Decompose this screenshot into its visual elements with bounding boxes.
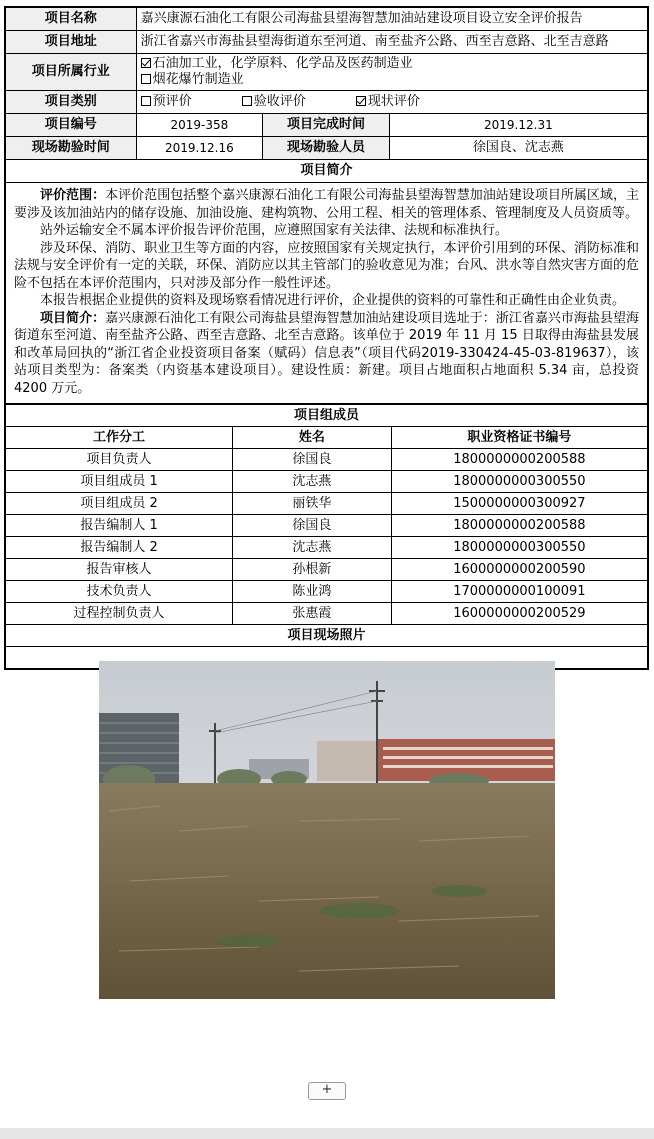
photo-cell	[6, 647, 648, 669]
report-document	[4, 6, 649, 670]
members-table	[5, 404, 648, 669]
checkbox-checked-icon[interactable]	[141, 58, 151, 68]
project-address-value: 浙江省嘉兴市海盐县望海街道东至河道、南至盐齐公路、西至吉意路、北至吉意路	[136, 31, 647, 54]
info-table	[5, 7, 648, 404]
table-row: 技术负责人 陈业鸿 1700000000100091	[6, 581, 648, 603]
category-option-acceptance[interactable]: 验收评价	[242, 94, 306, 110]
surveyor-label: 现场勘验人员	[263, 137, 390, 160]
table-row: 报告编制人 2 沈志燕 1800000000300550	[6, 537, 648, 559]
surveyor-value: 徐国良、沈志燕	[389, 137, 647, 160]
industry-option-petroleum[interactable]: 石油加工业，化学原料、化学品及医药制造业	[141, 56, 643, 72]
project-name-label: 项目名称	[6, 8, 137, 31]
bottom-scrollbar[interactable]	[0, 1128, 654, 1139]
project-industry-options	[136, 54, 647, 91]
table-row: 报告审核人 孙根新 1600000000200590	[6, 559, 648, 581]
table-row: 项目负责人 徐国良 1800000000200588	[6, 449, 648, 471]
project-complete-label: 项目完成时间	[263, 114, 390, 137]
table-row: 过程控制负责人 张惠霞 1600000000200529	[6, 603, 648, 625]
summary-paragraph: 项目简介：嘉兴康源石油化工有限公司海盐县望海智慧加油站建设项目选址于：浙江省嘉兴市海盐县望海街道东至河道、南至盐齐公路、西至吉意路、北至吉意路。该单位于 2019 年 11 月 15 日取得由海盐县发展和改革局回执的“浙江省企业投资项目备案（赋码）信息表”（项目代码2019-330424-45-03-819637），该站项目类型为：备案类（内资基本建设项目）。建设性质：新建。项目占地面积占地面积 5.34 亩，总投资 4200 万元。	[14, 310, 639, 396]
summary-label: 项目简介：	[40, 310, 106, 326]
reliability-paragraph: 本报告根据企业提供的资料及现场察看情况进行评价，企业提供的资料的可靠性和正确性由企业负责。	[40, 293, 626, 308]
industry-option-fireworks[interactable]: 烟花爆竹制造业	[141, 72, 643, 88]
survey-time-label: 现场勘验时间	[6, 137, 137, 160]
scope-paragraph: 评价范围：本评价范围包括整个嘉兴康源石油化工有限公司海盐县望海智慧加油站建设项目所属区域，主要涉及该加油站内的储存设施、加油设施、建构筑物、公用工程、相关的管理体系、管理制度及人员资质等。	[14, 188, 639, 221]
project-category-label: 项目类别	[6, 91, 137, 114]
header-name: 姓名	[233, 427, 392, 449]
add-button[interactable]: +	[308, 1082, 346, 1100]
project-complete-value: 2019.12.31	[389, 114, 647, 137]
project-name-value: 嘉兴康源石油化工有限公司海盐县望海智慧加油站建设项目设立安全评价报告	[136, 8, 647, 31]
checkbox-unchecked-icon[interactable]	[141, 96, 151, 106]
photo-title: 项目现场照片	[6, 625, 648, 647]
table-row: 项目组成员 1 沈志燕 1800000000300550	[6, 471, 648, 493]
table-row: 项目组成员 2 丽铁华 1500000000300927	[6, 493, 648, 515]
intro-body	[6, 183, 648, 404]
project-address-label: 项目地址	[6, 31, 137, 54]
site-photo-image	[99, 661, 555, 999]
table-row: 报告编制人 1 徐国良 1800000000200588	[6, 515, 648, 537]
project-category-options	[136, 91, 647, 114]
category-option-status[interactable]: 现状评价	[356, 94, 420, 110]
survey-time-value: 2019.12.16	[136, 137, 263, 160]
environment-paragraph: 涉及环保、消防、职业卫生等方面的内容，应按照国家有关规定执行，本评价引用到的环保、消防标准和法规与安全评价有一定的关联，环保、消防应以其主管部门的验收意见为准；台风、洪水等自然灾害方面的危险不包括在本评价范围内，只对涉及部分作一般性评述。	[14, 240, 639, 291]
checkbox-unchecked-icon[interactable]	[242, 96, 252, 106]
scope-label: 评价范围：	[40, 188, 106, 203]
transport-paragraph: 站外运输安全不属本评价报告评价范围，应遵照国家有关法律、法规和标准执行。	[40, 223, 509, 238]
header-role: 工作分工	[6, 427, 233, 449]
project-number-value: 2019-358	[136, 114, 263, 137]
site-photo	[99, 661, 555, 999]
intro-title: 项目简介	[6, 160, 648, 183]
checkbox-unchecked-icon[interactable]	[141, 74, 151, 84]
members-title: 项目组成员	[6, 405, 648, 427]
checkbox-checked-icon[interactable]	[356, 96, 366, 106]
header-cert: 职业资格证书编号	[391, 427, 647, 449]
category-option-pre[interactable]: 预评价	[141, 94, 192, 110]
project-number-label: 项目编号	[6, 114, 137, 137]
project-industry-label: 项目所属行业	[6, 54, 137, 91]
